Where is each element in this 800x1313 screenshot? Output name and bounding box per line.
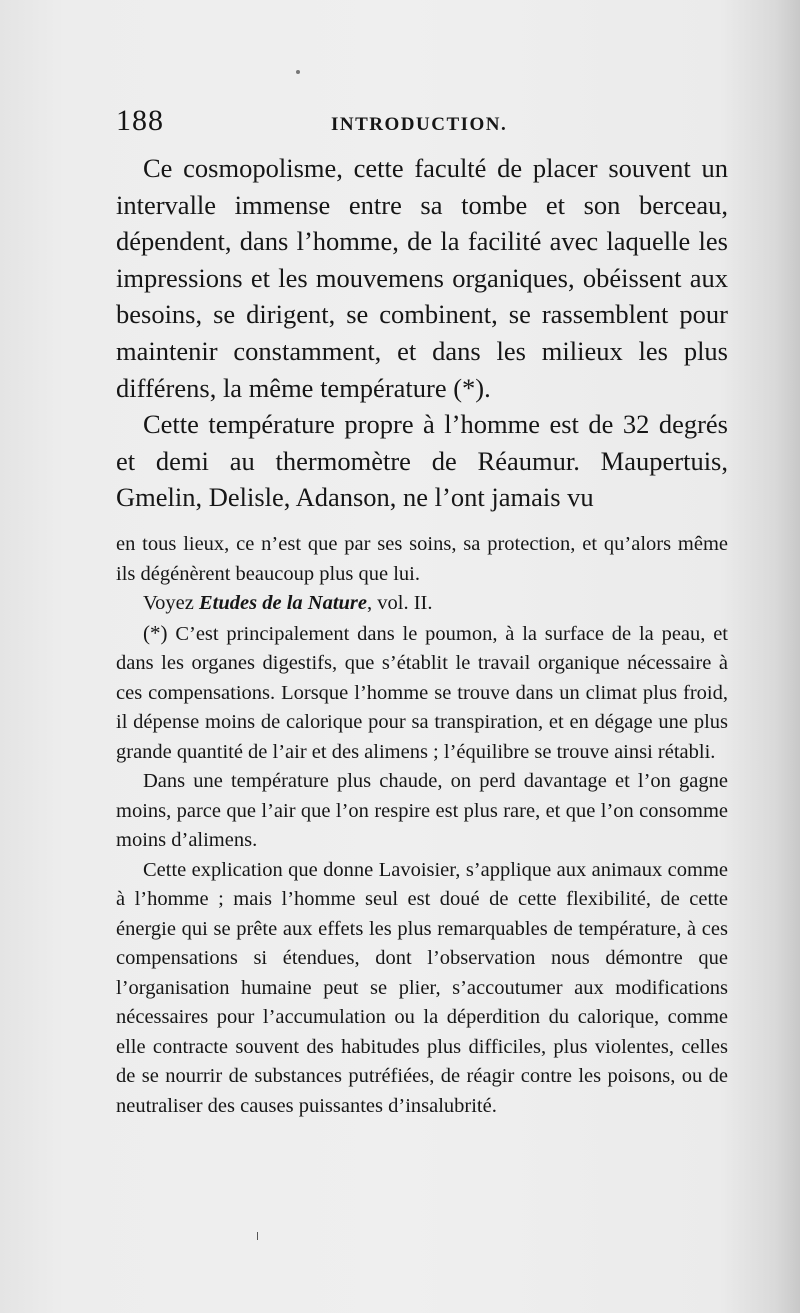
footnote-paragraph [116, 619, 728, 768]
body-paragraph: Cette température propre à l’homme est de 32 degrés et demi au thermomètre de Réaumur. Maupertuis, Gmelin, Delisle, Adanson, ne l’ont jamais vu [116, 409, 728, 513]
footnotes [116, 530, 728, 1121]
reference-line [116, 589, 728, 619]
reference-title: Etudes de la Nature [199, 592, 367, 614]
body-paragraph: Ce cosmopolisme, cette faculté de placer souvent un intervalle immense entre sa tombe et son berceau, dépendent, dans l’homme, de la facilité avec laquelle les impressions et les mouvemens organiques, obéissent aux besoins, se dirigent, se combinent, se rassemblent pour maintenir constamment, et dans les milieux les plus différens, la même température (*). [116, 153, 728, 403]
main-text [116, 150, 728, 516]
print-speck [296, 70, 300, 74]
page-header [116, 104, 728, 144]
page-number: 188 [116, 104, 164, 137]
footnote-continuation: en tous lieux, ce n’est que par ses soins, sa protection, et qu’alors même ils dégénèrent beaucoup plus que lui. [116, 533, 728, 585]
footnote-marker: (*) [143, 620, 168, 645]
print-mark [257, 1232, 258, 1240]
footnote-paragraph: Dans une température plus chaude, on perd davantage et l’on gagne moins, parce que l’air que l’on respire est plus rare, et que l’on consomme moins d’alimens. [116, 770, 728, 851]
footnote-paragraph-text: C’est principalement dans le poumon, à la surface de la peau, et dans les organes digestifs, que s’établit le travail organique nécessaire à ces compensations. Lorsque l’homme se trouve dans un climat plus froid, il dépense moins de calorique pour sa transpiration, et en dégage une plus grande quantité de l’air et des alimens ; l’équilibre se trouve ainsi rétabli. [116, 622, 728, 763]
reference-prefix: Voyez [143, 592, 194, 614]
running-head: INTRODUCTION. [331, 114, 508, 135]
reference-suffix: , vol. II. [367, 592, 433, 614]
footnote-paragraph: Cette explication que donne Lavoisier, s’applique aux animaux comme à l’homme ; mais l’homme seul est doué de cette flexibilité, de cette énergie qui se prête aux effets les plus remarquables de température, à ces compensations si étendues, dont l’observation nous démontre que l’organisation humaine peut se plier, s’accoutumer aux modifications nécessaires pour l’accumulation ou la déperdition du calorique, comme elle contracte souvent des habitudes plus difficiles, plus violentes, celles de se nourrir de substances putréfiées, de réagir contre les poisons, ou de neutraliser des causes puissantes d’insalubrité. [116, 858, 728, 1117]
